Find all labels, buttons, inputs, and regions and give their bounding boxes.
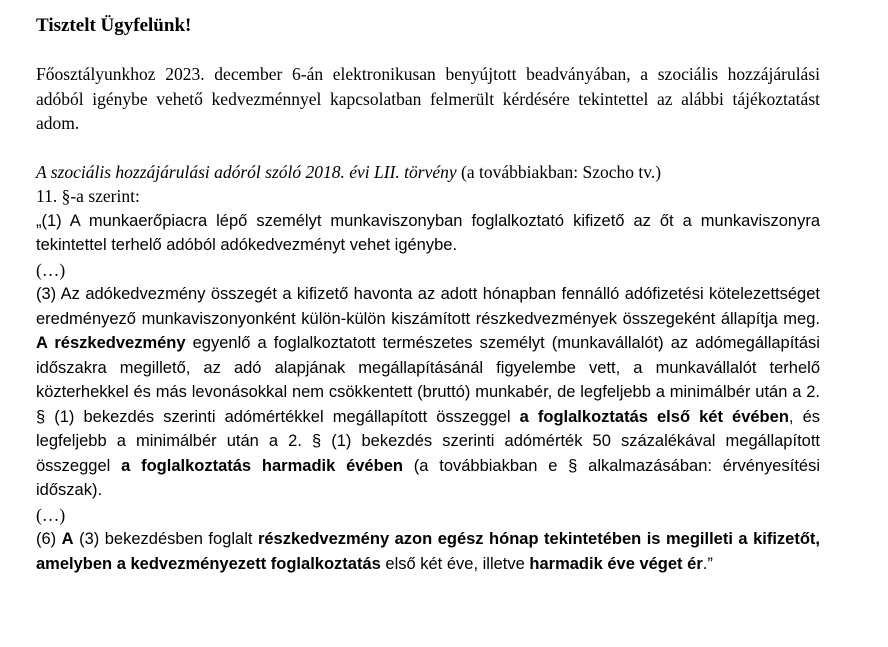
p3-text-c: egyenlő a foglalkoztatott természetes személyt (munkavállalót) az adómegállapítási időszakra megillető, az adó alapjának megállapításánál figyelembe vett, a munkavállalót terhelő közterhekkel és más levonásokkal nem csökkentett (bruttó) munkabér, de legfeljebb a minimálbér után a 2. § (1) bekezdés szerinti adómértékkel megállapított összeggel — [36, 334, 820, 426]
p6-bold-a: A — [61, 530, 74, 548]
ellipsis-2: (…) — [36, 504, 66, 525]
p3-bold-first-two-years: a foglalkoztatás első két évében — [519, 407, 789, 426]
p3-bold-a-reszkedvezmeny: A részkedvezmény — [36, 334, 186, 352]
p6-text-d: első két éve, illetve — [380, 554, 530, 573]
p3-text-d: , és legfeljebb a minimálbér után a 2. § (1) bekezdés szerinti adómérték 50 százalékával megállapított összeggel — [36, 407, 820, 475]
salutation-heading: Tisztelt Ügyfelünk! — [36, 15, 192, 36]
p6-text-c: (3) bekezdésben foglalt — [73, 530, 258, 548]
ellipsis-1: (…) — [36, 259, 66, 280]
law-abbrev: (a továbbiakban: Szocho tv.) — [456, 161, 662, 182]
p6-bold-entitlement: részkedvezmény azon egész hónap tekintetében is megilleti a kifizetőt, amelyben a kedvezményezett foglalkoztatás — [36, 530, 821, 573]
p3-bold-third-year: a foglalkoztatás harmadik évében — [121, 456, 403, 475]
law-reference-paragraph — [36, 160, 820, 209]
p3-text-e: (a továbbiakban e § alkalmazásában: érvényesítési időszak). — [36, 456, 820, 499]
p6-text-e: .” — [702, 554, 713, 573]
law-title: A szociális hozzájárulási adóról szóló 2018. évi LII. törvény — [36, 161, 457, 182]
quote-paragraph-1: „(1) A munkaerőpiacra lépő személyt munkaviszonyban foglalkoztató kifizető az őt a munkaviszonyra tekintettel terhelő adóból adókedvezményt vehet igénybe. — [36, 211, 820, 254]
quote-paragraph-6 — [36, 527, 820, 576]
p3-text-a: (3) Az adókedvezmény összegét a kifizető havonta az adott hónapban fennálló adófizetési kötelezettséget eredményező munkaviszonyonként külön-külön kiszámított részkedvezmények összegeként állapítja meg. — [36, 285, 820, 328]
p6-bold-third-year-ends: harmadik éve véget ér — [529, 554, 703, 573]
p6-text-a: (6) — [36, 530, 62, 548]
quote-paragraph-3 — [36, 282, 820, 503]
law-section-ref: 11. §-a szerint: — [36, 186, 140, 206]
paragraph-gap — [36, 136, 820, 160]
intro-paragraph: Főosztályunkhoz 2023. december 6-án elektronikusan benyújtott beadványában, a szociális hozzájárulási adóból igénybe vehető kedvezménnyel kapcsolatban felmerült kérdésére tekintettel az alábbi tájékoztatást adom. — [36, 64, 820, 133]
